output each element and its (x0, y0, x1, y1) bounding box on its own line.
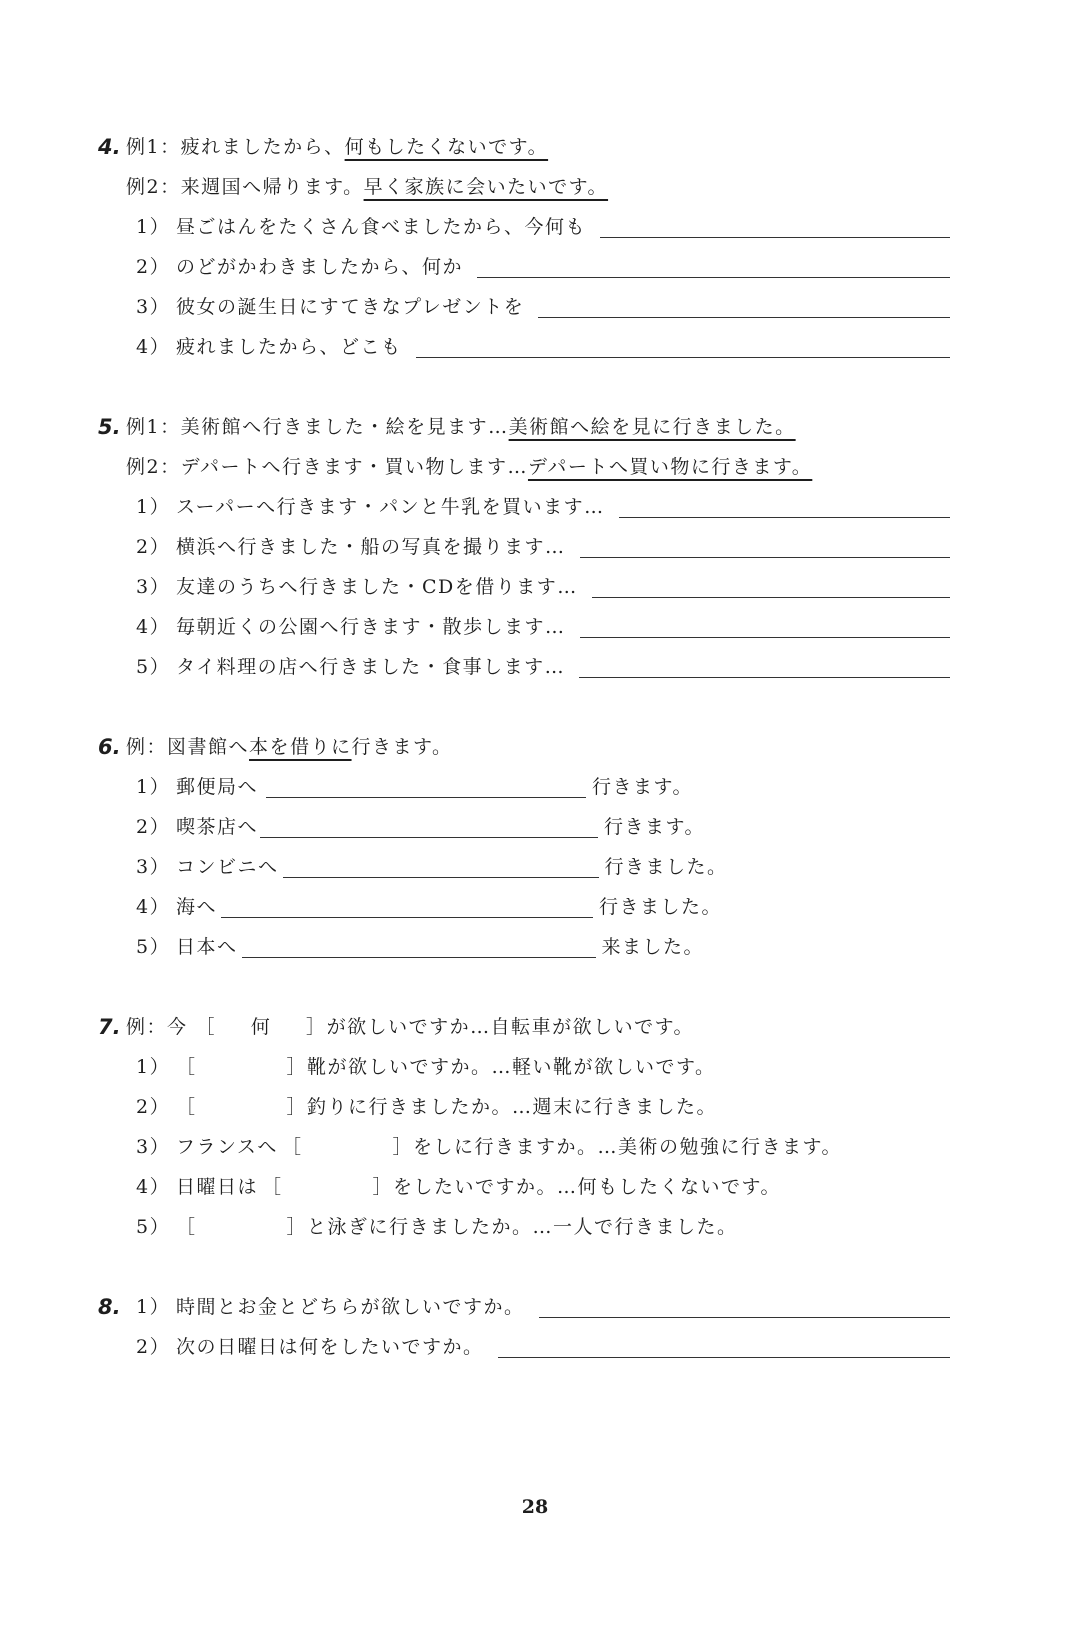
section-5-item-5: 5） タイ料理の店へ行きました・食事します… (136, 652, 950, 682)
answer-blank[interactable] (498, 1337, 950, 1358)
example-answer: 何 (250, 1016, 272, 1038)
answer-blank[interactable] (260, 817, 598, 838)
answer-blank[interactable] (592, 577, 950, 598)
section-7-item-5: 5） ［ ］ と泳ぎに行きましたか。…一人で行きました。 (136, 1216, 738, 1238)
section-8-number: 8. (98, 1295, 121, 1319)
example-answer: 美術館へ絵を見に行きました。 (508, 416, 796, 438)
section-4-example-2: 例2： 来週国へ帰ります。 早く家族に会いたいです。 (126, 172, 950, 202)
answer-blank[interactable] (242, 937, 596, 958)
section-4-item-2: 2） のどがかわきましたから、何か (136, 252, 950, 282)
section-6-item-2: 2） 喫茶店へ 行きます。 (136, 816, 705, 838)
section-5-item-1: 1） スーパーへ行きます・パンと牛乳を買います… (136, 492, 950, 522)
answer-blank[interactable] (477, 257, 950, 278)
section-6-example: 例： 図書館へ 本を借りに 行きます。 (126, 732, 950, 762)
section-8-item-2: 2） 次の日曜日は何をしたいですか。 (136, 1332, 950, 1362)
section-7-item-3: 3） フランスへ ［ ］ をしに行きますか。…美術の勉強に行きます。 (136, 1136, 842, 1158)
section-6-item-3: 3） コンビニへ 行きました。 (136, 856, 728, 878)
section-5-number: 5. (98, 415, 121, 439)
answer-blank[interactable] (221, 897, 593, 918)
section-6-item-4: 4） 海へ 行きました。 (136, 896, 723, 918)
section-4-item-4: 4） 疲れましたから、どこも (136, 332, 950, 362)
example-answer: 早く家族に会いたいです。 (363, 176, 609, 198)
section-6-number: 6. (98, 735, 121, 759)
section-5-example-1: 例1： 美術館へ行きました・絵を見ます… 美術館へ絵を見に行きました。 (126, 412, 950, 442)
section-5-item-3: 3） 友達のうちへ行きました・CDを借ります… (136, 572, 950, 602)
section-6-item-5: 5） 日本へ 来ました。 (136, 936, 705, 958)
answer-blank[interactable] (283, 857, 599, 878)
section-7-item-2: 2） ［ ］ 釣りに行きましたか。…週末に行きました。 (136, 1096, 718, 1118)
section-7-item-4: 4） 日曜日は ［ ］ をしたいですか。…何もしたくないです。 (136, 1176, 782, 1198)
example-answer: デパートへ買い物に行きます。 (527, 456, 813, 478)
section-6-item-1: 1） 郵便局へ 行きます。 (136, 776, 693, 798)
example-answer: 何もしたくないです。 (344, 136, 549, 158)
example-answer: 本を借りに (249, 736, 352, 758)
section-5-item-2: 2） 横浜へ行きました・船の写真を撮ります… (136, 532, 950, 562)
answer-blank[interactable] (539, 1297, 950, 1318)
section-5-example-2: 例2： デパートへ行きます・買い物します… デパートへ買い物に行きます。 (126, 452, 950, 482)
answer-blank[interactable] (538, 297, 950, 318)
section-5-item-4: 4） 毎朝近くの公園へ行きます・散歩します… (136, 612, 950, 642)
answer-blank[interactable] (580, 537, 950, 558)
answer-blank[interactable] (619, 497, 950, 518)
answer-blank[interactable] (416, 337, 950, 358)
section-4-item-3: 3） 彼女の誕生日にすてきなプレゼントを (136, 292, 950, 322)
answer-blank[interactable] (580, 617, 950, 638)
answer-blank[interactable] (266, 777, 586, 798)
section-4-example-1: 例1： 疲れましたから、 何もしたくないです。 (126, 132, 950, 162)
section-7-number: 7. (98, 1015, 121, 1039)
page-number: 28 (521, 1496, 549, 1518)
answer-blank[interactable] (579, 657, 950, 678)
section-4-number: 4. (98, 135, 121, 159)
section-7-example: 例： 今 ［ 何 ］ が欲しいですか…自転車が欲しいです。 (126, 1012, 950, 1042)
section-7-item-1: 1） ［ ］ 靴が欲しいですか。…軽い靴が欲しいです。 (136, 1056, 716, 1078)
section-8-item-1: 1） 時間とお金とどちらが欲しいですか。 (136, 1292, 950, 1322)
section-4-item-1: 1） 昼ごはんをたくさん食べましたから、今何も (136, 212, 950, 242)
answer-blank[interactable] (600, 217, 950, 238)
